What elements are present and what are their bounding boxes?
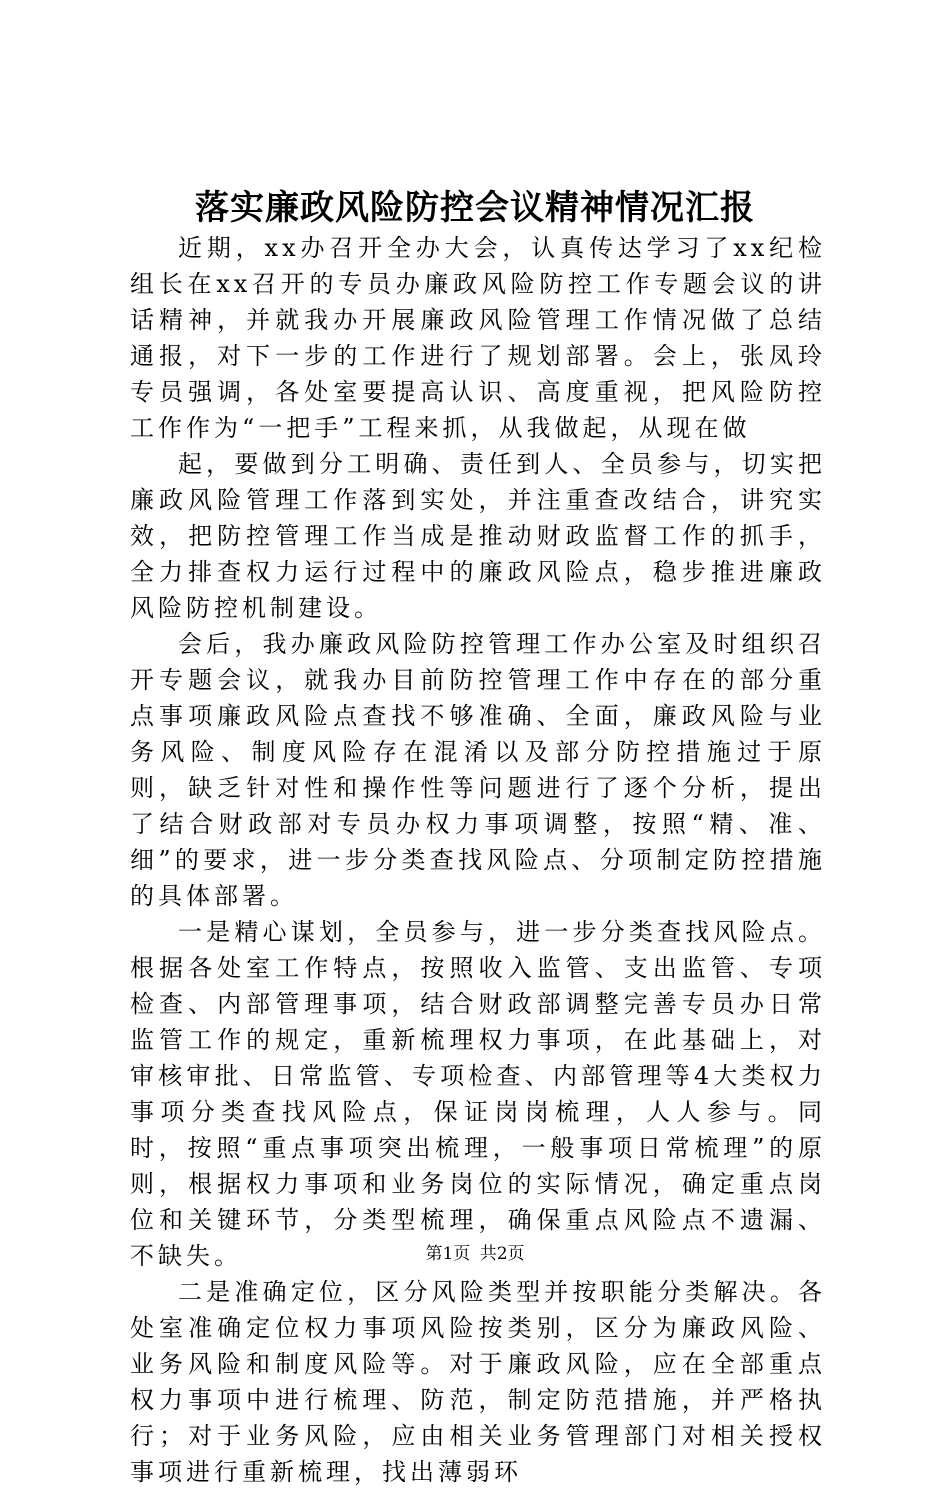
page-number: 第1页: [425, 1244, 471, 1264]
document-title: 落实廉政风险防控会议精神情况汇报: [195, 188, 755, 228]
paragraph-4: 一是精心谋划，全员参与，进一步分类查找风险点。根据各处室工作特点，按照收入监管、支出监管、专项检查、内部管理事项，结合财政部调整完善专员办日常监管工作的规定，重新梳理权力事项，在此基础上，对审核审批、日常监管、专项检查、内部管理等4大类权力事项分类查找风险点，保证岗岗梳理，人人参与。同时，按照“重点事项突出梳理，一般事项日常梳理”的原则，根据权力事项和业务岗位的实际情况，确定重点岗位和关键环节，分类型梳理，确保重点风险点不遗漏、不缺失。: [130, 918, 826, 1270]
page-total: 共2页: [479, 1244, 525, 1264]
paragraph-1: 近期，xx办召开全办大会，认真传达学习了xx纪检组长在xx召开的专员办廉政风险防控工作专题会议的讲话精神，并就我办开展廉政风险管理工作情况做了总结通报，对下一步的工作进行了规划部署。会上，张凤玲专员强调，各处室要提高认识、高度重视，把风险防控工作作为“一把手”工程来抓，从我做起，从现在做: [130, 234, 826, 442]
paragraph-2: 起，要做到分工明确、责任到人、全员参与，切实把廉政风险管理工作落到实处，并注重查改结合，讲究实效，把防控管理工作当成是推动财政监督工作的抓手，全力排查权力运行过程中的廉政风险点，稳步推进廉政风险防控机制建设。: [130, 450, 826, 622]
paragraph-3: 会后，我办廉政风险防控管理工作办公室及时组织召开专题会议，就我办目前防控管理工作中存在的部分重点事项廉政风险点查找不够准确、全面，廉政风险与业务风险、制度风险存在混淆以及部分防控措施过于原则，缺乏针对性和操作性等问题进行了逐个分析，提出了结合财政部对专员办权力事项调整，按照“精、准、细”的要求，进一步分类查找风险点、分项制定防控措施的具体部署。: [130, 630, 826, 910]
document-body: [130, 230, 826, 1490]
page-footer: [0, 1242, 950, 1266]
paragraph-5: 二是准确定位，区分风险类型并按职能分类解决。各处室准确定位权力事项风险按类别，区分为廉政风险、业务风险和制度风险等。对于廉政风险，应在全部重点权力事项中进行梳理、防范，制定防范措施，并严格执行；对于业务风险，应由相关业务管理部门对相关授权事项进行重新梳理，找出薄弱环: [130, 1278, 826, 1486]
